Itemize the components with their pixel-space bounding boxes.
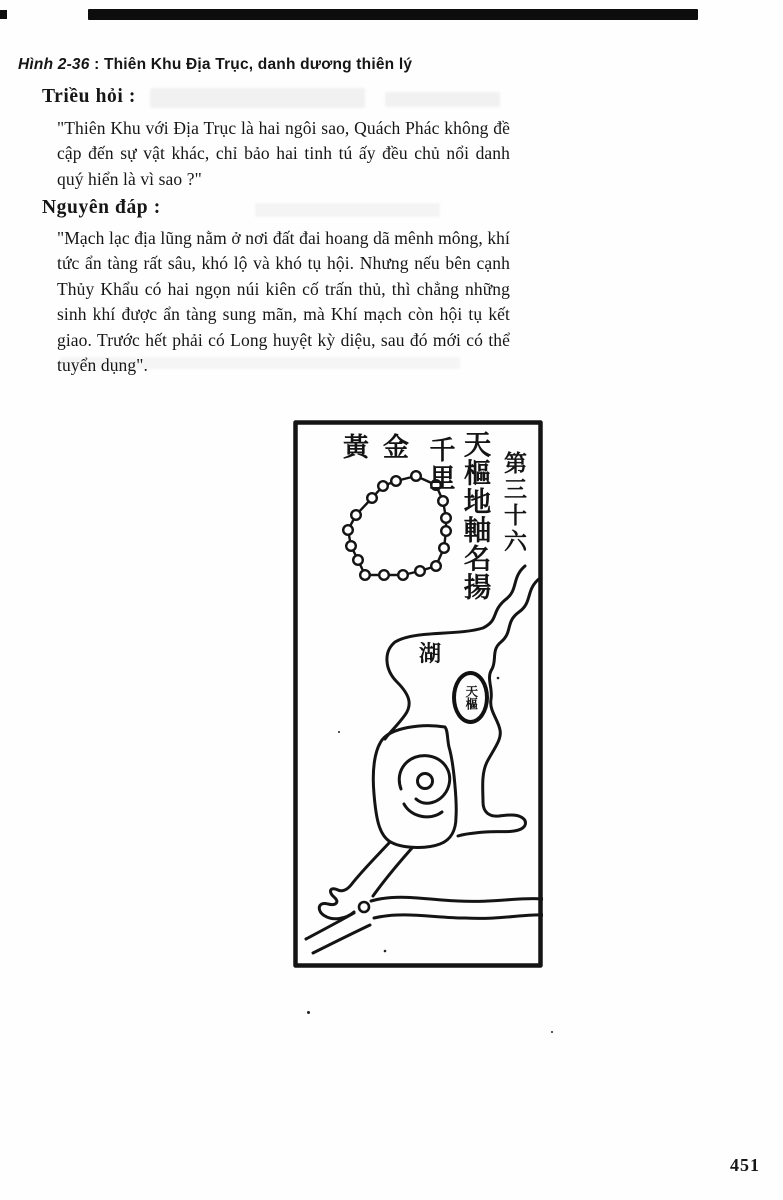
lair-center-circle — [418, 774, 433, 789]
bottom-channel-bottom-line — [374, 915, 543, 919]
answer-paragraph: "Mạch lạc địa lũng nằm ở nơi đất đai hoang dã mênh mông, khí tức ẩn tàng rất sâu, khó lộ và khó tụ hội. Nhưng nếu bên cạnh Thủy Khẩu có hai ngọn núi kiên cố trấn thủ, thì chẳng những sinh khí được ẩn tàng sung mãn, mà Khí mạch còn hội tụ kết giao. Trước hết phải có Long huyệt kỳ diệu, sau đó mới có thể tuyển dụng". — [57, 228, 510, 376]
figure-caption-title: Thiên Khu Địa Trục, danh dương thiên lý — [103, 56, 413, 73]
bleedthrough-artifact — [385, 92, 500, 107]
lake-label: 湖 — [419, 641, 442, 666]
scan-artifact-left-tick — [0, 10, 7, 19]
scan-artifact-top-bar — [88, 9, 698, 20]
page-number: 451 — [730, 1155, 760, 1175]
lair-enclosure — [373, 726, 456, 848]
pivot-oval-mark — [452, 671, 489, 724]
pivot-oval-label: 天樞 — [463, 685, 478, 710]
bleedthrough-artifact — [255, 203, 440, 217]
scan-speck — [307, 1011, 310, 1014]
figure-caption-label: Hình 2-36 — [18, 56, 90, 73]
thousand-li-label: 千里 — [426, 436, 455, 492]
figure-caption-separator: : — [89, 56, 104, 73]
bleedthrough-artifact — [150, 88, 365, 108]
sequence-number-label: 第三十六 — [501, 451, 526, 555]
lair-crescent — [404, 804, 442, 817]
junction-node-circle — [359, 902, 369, 912]
lair-coil — [399, 756, 449, 804]
gold-label: 黃金 — [343, 433, 424, 462]
channel-southwest-hook — [319, 843, 389, 919]
section-heading-answer: Nguyên đáp : — [42, 197, 161, 218]
scan-speck — [551, 1031, 553, 1033]
section-heading-question: Triều hỏi : — [42, 86, 136, 107]
question-paragraph: "Thiên Khu với Địa Trục là hai ngôi sao, Quách Phác không đề cập đến sự vật khác, chỉ bảo hai tinh tú ấy đều chủ nổi danh quý hiển là vì sao ?" — [57, 118, 510, 189]
diagram-title-vertical: 天樞地軸名揚 — [459, 430, 491, 601]
bottom-channel-top-line — [371, 897, 543, 901]
fengshui-diagram — [293, 420, 543, 968]
figure-caption — [18, 56, 412, 74]
